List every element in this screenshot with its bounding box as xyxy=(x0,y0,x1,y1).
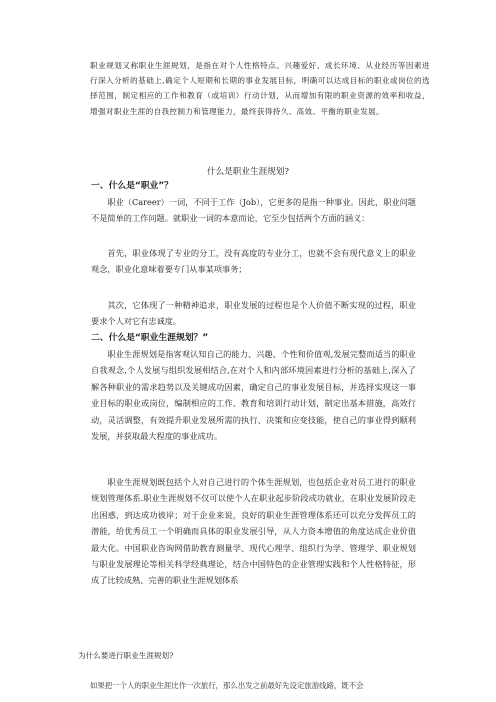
why-question: 为什么要进行职业生涯规划? xyxy=(78,651,174,660)
section2-heading: 二、什么是“职业生涯规划？” xyxy=(91,333,209,343)
closing-line: 如果把一个人的职业生涯比作一次旅行，那么出发之前最好先设定旅游线路，既不会 xyxy=(90,681,364,690)
section1-heading: 一、什么是“职业”？ xyxy=(91,181,173,191)
section1-paragraph-1: 职业（Career）一词，不同于工作（Job），它更多的是指一种事业。因此，职业问题不是简单的工作问题。就职业一词的本意而论，它至少包括两个方面的涵义： xyxy=(91,197,416,224)
section2-paragraph-1: 职业生涯规划是指客观认知自己的能力、兴趣、个性和价值观,发展完整而适当的职业自我观念,个人发展与组织发展相结合,在对个人和内部环境因素进行分析的基础上,深入了解各种职业的需求趋势以及关键成功因素，确定自己的事业发展目标，并选择实现这一事业目标的职业或岗位，编制相应的工作、教育和培训行动计划，制定出基本措施，高效行动，灵活调整，有效提升职业发展所需的执行、决策和应变技能，使自己的事业得到顺利发展，并获取最大程度的事业成功。 xyxy=(91,349,416,442)
subtitle: 什么是职业生涯规划? xyxy=(207,167,289,177)
section1-paragraph-3: 其次，它体现了一种精神追求，职业发展的过程也是个人价值不断实现的过程，职业要求个人对它有忠诚度。 xyxy=(91,300,416,327)
intro-paragraph: 职业规划又称职业生涯规划，是指在对个人性格特点、兴趣爱好、成长环境、从业经历等因素进行深入分析的基础上,确定个人短期和长期的事业发展目标，明确可以达成目标的职业或岗位的选择范围，制定相应的工作和教育（或培训）行动计划，从而增加有限的职业资源的效率和收益，增强对职业生涯的自我控制力和管理能力，最终获得持久、高效、平衡的职业发展。 xyxy=(90,61,430,116)
section1-paragraph-2: 首先，职业体现了专业的分工，没有高度的专业分工，也就不会有现代意义上的职业观念，职业化意味着要专门从事某项事务； xyxy=(91,248,416,275)
section2-paragraph-2: 职业生涯规划既包括个人对自己进行的个体生涯规划，也包括企业对员工进行的职业规划管理体系.职业生涯规划不仅可以使个人在职业起步阶段成功就业，在职业发展阶段走出困惑，到达成功彼岸；对于企业来说，良好的职业生涯管理体系还可以充分发挥员工的潜能，给优秀员工一个明确而具体的职业发展引导，从人力资本增值的角度达成企业价值最大化。中国职业咨询网借助教育测量学、现代心理学、组织行为学、管理学、职业规划与职业发展理论等相关科学经典理论，结合中国特色的企业管理实践和个人性格特征，形成了比较成熟、完善的职业生涯规划体系 xyxy=(91,477,416,586)
